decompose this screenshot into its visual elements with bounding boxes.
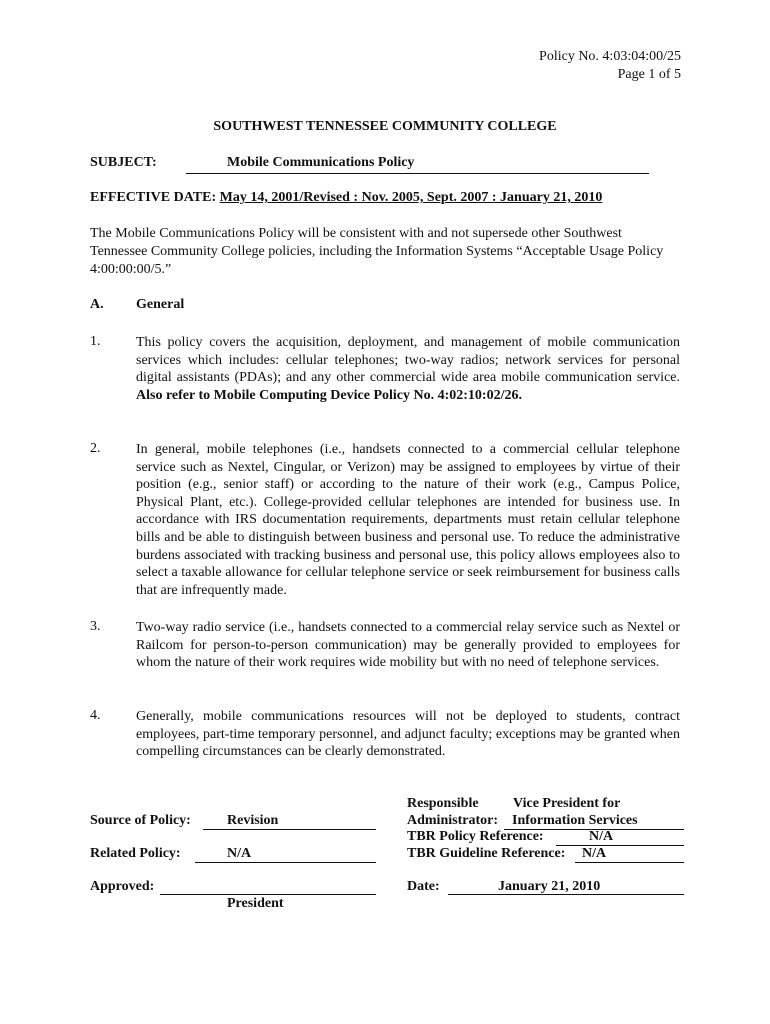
source-value: Revision [227, 813, 279, 828]
related-value: N/A [227, 846, 252, 861]
page-number: Page 1 of 5 [617, 67, 681, 82]
item-number-2: 2. [90, 441, 101, 456]
item-number-1: 1. [90, 334, 101, 349]
item-text-3: Two-way radio service (i.e., handsets connected to a commercial relay service such as Nextel or Railcom for person-to-person communication) may be generally provided to employees for whom the nature of their work requires wide mobility but with no need of telephone services. [136, 620, 680, 671]
subject-underline [186, 173, 649, 174]
tbr-guideline-value: N/A [582, 846, 607, 861]
section-title: General [136, 297, 185, 312]
administrator-label: Administrator: [407, 813, 498, 828]
date-label: Date: [407, 879, 440, 894]
related-underline [195, 862, 376, 863]
administrator-value: Information Services [512, 813, 638, 828]
subject-label: SUBJECT: [90, 155, 157, 170]
item-1-body: This policy covers the acquisition, deployment, and management of mobile communication services which includes: cellular telephones; two-way radios; network services for personal digital assistants (PDAs); and any other commercial wide area mobile communication service. [136, 335, 680, 386]
responsible-label: Responsible [407, 796, 479, 811]
date-value: January 21, 2010 [498, 879, 601, 894]
subject-value: Mobile Communications Policy [227, 155, 415, 170]
item-text-1 [136, 334, 680, 404]
source-label: Source of Policy: [90, 813, 191, 828]
approved-value: President [227, 896, 284, 911]
tbr-policy-label: TBR Policy Reference: [407, 829, 544, 844]
effective-date-label: EFFECTIVE DATE: [90, 190, 217, 205]
tbr-guideline-label: TBR Guideline Reference: [407, 846, 566, 861]
effective-date-value: May 14, 2001/Revised : Nov. 2005, Sept. 2007 : January 21, 2010 [219, 190, 603, 205]
approved-label: Approved: [90, 879, 155, 894]
item-text-2: In general, mobile telephones (i.e., handsets connected to a commercial cellular telephone service such as Nextel, Cingular, or Verizon) may be assigned to employees by virtue of their position (e.g., senior staff) or according to the nature of their work (e.g., Campus Police, Physical Plant, etc.). College-provided cellular telephones are intended for business use. In accordance with IRS documentation requirements, departments must retain cellular telephone bills and be able to distinguish between business and personal use. To reduce the administrative burdens associated with tracking business and personal use, this policy allows employees also to select a taxable allowance for cellular telephone service or seek reimbursement for business calls that are infrequently made. [136, 442, 680, 598]
related-label: Related Policy: [90, 846, 181, 861]
source-underline [203, 829, 376, 830]
section-letter: A. [90, 297, 104, 312]
effective-date [90, 190, 602, 206]
policy-number: Policy No. 4:03:04:00/25 [539, 49, 681, 64]
tbr-policy-underline [556, 845, 684, 846]
institution-title: SOUTHWEST TENNESSEE COMMUNITY COLLEGE [213, 119, 557, 134]
intro-paragraph: The Mobile Communications Policy will be consistent with and not supersede other Southwest Tennessee Community College policies, including the Information Systems “Acceptable Usage Policy 4:00:00:00/5.” [90, 226, 664, 277]
page-header [539, 48, 681, 84]
responsible-value: Vice President for [513, 796, 621, 811]
tbr-policy-value: N/A [589, 829, 614, 844]
item-text-4: Generally, mobile communications resources will not be deployed to students, contract employees, part-time temporary personnel, and adjunct faculty; exceptions may be granted when compelling circumstances can be clearly demonstrated. [136, 709, 680, 760]
date-underline [448, 894, 684, 895]
tbr-guideline-underline [575, 862, 684, 863]
item-1-reference: Also refer to Mobile Computing Device Policy No. 4:02:10:02/26. [136, 387, 522, 403]
item-number-3: 3. [90, 619, 101, 634]
approved-signature-line [160, 894, 376, 895]
item-number-4: 4. [90, 708, 101, 723]
